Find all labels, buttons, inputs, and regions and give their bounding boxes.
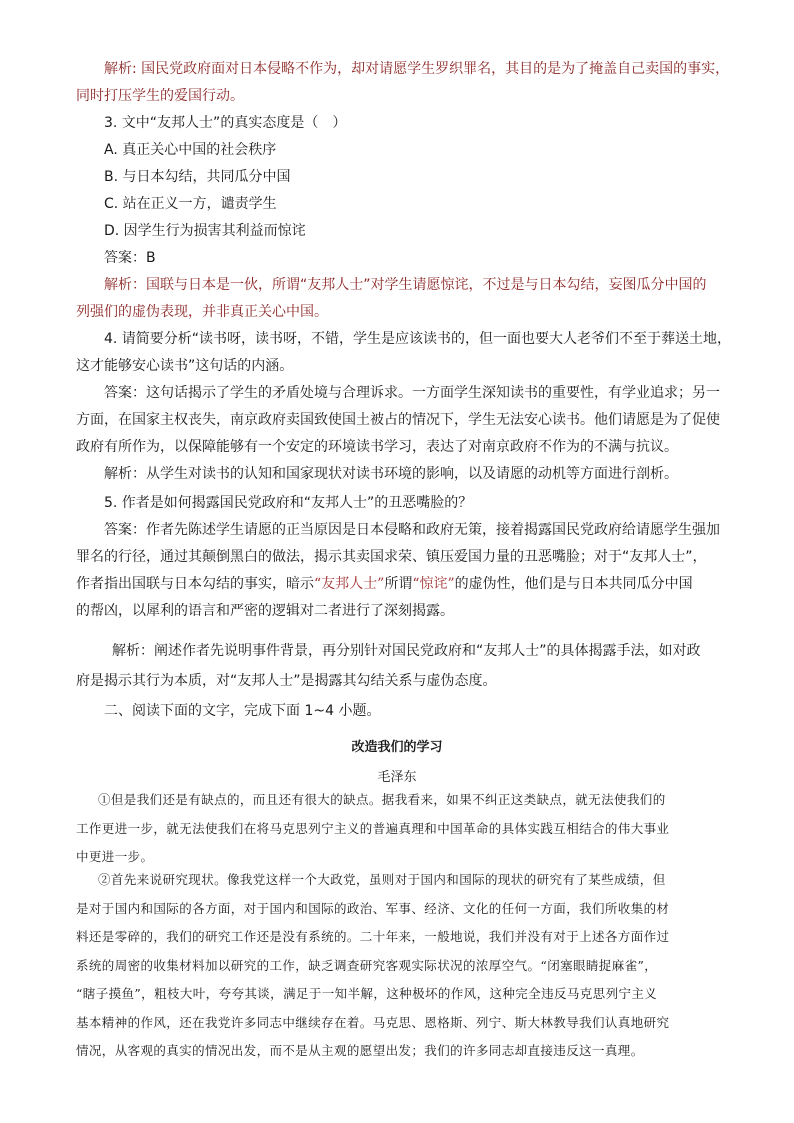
question-stem-line: 4. 请简要分析“读书呀，读书呀，不错，学生是应该读书的，但一面也要大人老爷们不至于葬送土地， [104,331,732,347]
article-text-line: “瞎子摸鱼”，粗枝大叶，夸夸其谈，满足于一知半解，这种极坏的作风，这种完全违反马克思列宁主义 [76,986,658,1001]
answer-text-line: 罪名的行径，通过其颠倒黑白的做法，揭示其卖国求荣、镇压爱国力量的丑恶嘴脸；对于“友邦人士”， [76,549,707,565]
option-a: A. 真正关心中国的社会秩序 [104,142,277,158]
option-d: D. 因学生行为损害其利益而惊诧 [104,223,306,239]
highlighted-term: “惊诧” [412,576,455,592]
analysis-text-line: 国民党政府面对日本侵略不作为，却对请愿学生罗织罪名，其目的是为了掩盖自己卖国的事实， [141,61,730,77]
analysis-text-line: 府是揭示其行为本质，对“友邦人士”是揭露其勾结关系与虚伪态度。 [76,673,497,689]
article-text-line: 中更进一步。 [76,849,154,864]
question-4 [76,326,732,488]
answer-text-line: 的帮凶，以犀利的语言和严密的逻辑对二者进行了深刻揭露。 [76,603,454,619]
analysis-text-line: 列强们的虚伪表现，并非真正关心中国。 [76,304,328,320]
question-stem: 5. 作者是如何揭露国民党政府和“友邦人士”的丑恶嘴脸的？ [104,495,473,511]
article-paragraph-1 [76,786,724,872]
option-c: C. 站在正义一方，谴责学生 [104,196,277,212]
answer-text-line: 答案：这句话揭示了学生的矛盾处境与合理诉求。一方面学生深知读书的重要性，有学业追求；另一 [104,385,720,401]
answer-text-line: 方面，在国家主权丧失，南京政府卖国致使国土被占的情况下，学生无法安心读书。他们请愿是为了促使 [76,412,720,428]
answer-text-line: 政府有所作为，以保障能够有一个安定的环境读书学习，表达了对南京政府不作为的不满与抗议。 [76,439,678,455]
analysis-text-line: 同时打压学生的爱国行动。 [76,88,244,104]
analysis-text-line: 解析：阐述作者先说明事件背景，再分别针对国民党政府和“友邦人士”的具体揭露手法，如对政 [112,643,701,659]
article-text-line: 系统的周密的收集材料加以研究的工作，缺乏调查研究客观实际状况的浓厚空气。“闭塞眼睛捉麻雀”， [76,957,658,973]
section-heading: 二、阅读下面的文字，完成下面 1~4 小题。 [104,703,381,719]
article-title: 改造我们的学习 [351,740,443,755]
question-stem-line: 这才能够安心读书”这句话的内涵。 [76,358,294,374]
article-text-line: 情况，从客观的真实的情况出发，而不是从主观的愿望出发；我们的许多同志却直接违反这一真理。 [76,1043,644,1058]
article-text-line: 料还是零碎的，我们的研究工作还是没有系统的。二十年来，一般地说，我们并没有对于上述各方面作过 [76,929,670,944]
question-3 [76,110,724,326]
article-text-line: 是对于国内和国际的各方面，对于国内和国际的政治、军事、经济、文化的任何一方面，我们所收集的材 [76,900,670,916]
article-text-line: 工作更进一步，就无法使我们在将马克思列宁主义的普遍真理和中国革命的具体实践互相结合的伟大事业 [76,820,670,836]
article-text-line: ②首先来说研究现状。像我党这样一个大政党，虽则对于国内和国际的现状的研究有了某些成绩，但 [98,872,666,887]
answer-text: 答案：B [104,250,156,266]
analysis-text-line: 解析：国联与日本是一伙，所谓“友邦人士”对学生请愿惊诧，不过是与日本勾结，妄图瓜分中国的 [104,277,707,293]
question-5 [76,490,724,625]
analysis-paragraph-q2 [76,56,730,110]
analysis-label: 解析: [104,61,137,77]
article-text-line: ①但是我们还是有缺点的，而且还有很大的缺点。据我看来，如果不纠正这类缺点，就无法使我们的 [98,792,666,807]
answer-text-line: 答案：作者先陈述学生请愿的正当原因是日本侵略和政府无策，接着揭露国民党政府给请愿学生强加 [104,522,720,538]
article-text-line: 基本精神的作风，还在我党许多同志中继续存在着。马克思、恩格斯、列宁、斯大林教导我们认真地研究 [76,1014,670,1030]
answer-text-line: 作者指出国联与日本勾结的事实，暗示“友邦人士”所谓“惊诧”的虚伪性，他们是与日本共同瓜分中国 [76,576,693,592]
analysis-paragraph-q5 [76,636,724,696]
article-paragraph-2 [76,866,724,1066]
question-stem: 3. 文中“友邦人士”的真实态度是（ ） [104,115,347,131]
option-b: B. 与日本勾结，共同瓜分中国 [104,169,291,185]
highlighted-term: “友邦人士” [314,576,385,592]
analysis-text-line: 解析：从学生对读书的认知和国家现状对读书环境的影响，以及请愿的动机等方面进行剖析。 [104,466,678,482]
article-author: 毛泽东 [377,770,417,785]
